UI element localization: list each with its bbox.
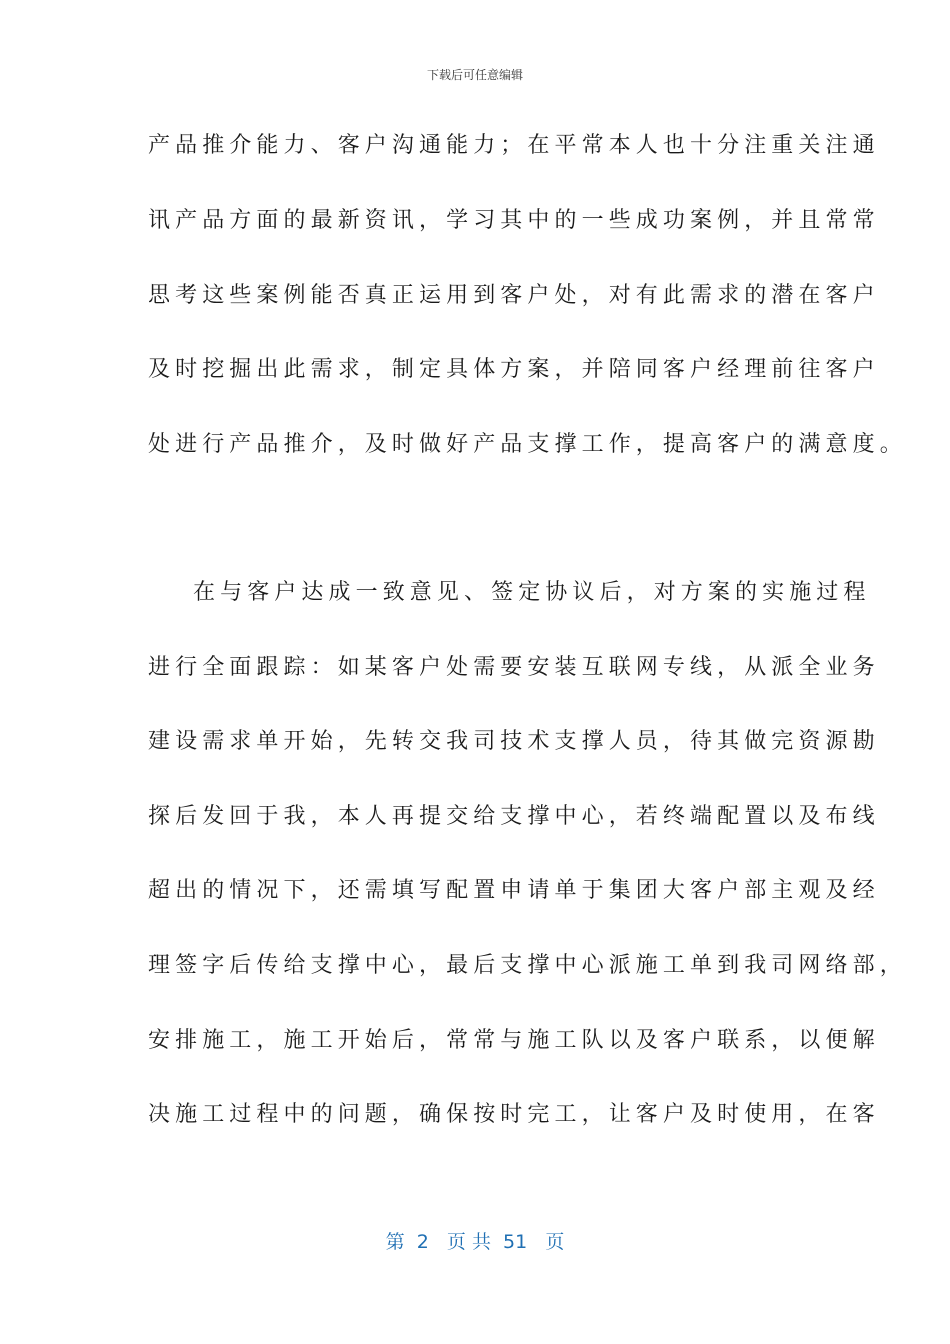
text-line: 产品推介能力、客户沟通能力；在平常本人也十分注重关注通 xyxy=(148,133,880,158)
text-line: 安排施工，施工开始后，常常与施工队以及客户联系，以便解 xyxy=(148,1028,880,1053)
text-line: 及时挖掘出此需求，制定具体方案，并陪同客户经理前往客户 xyxy=(148,357,880,382)
text-line: 在与客户达成一致意见、签定协议后，对方案的实施过程 xyxy=(193,580,871,605)
text-line: 理签字后传给支撑中心，最后支撑中心派施工单到我司网络部， xyxy=(148,953,907,978)
page-header: 下载后可任意编辑 xyxy=(426,68,523,82)
text-line: 超出的情况下，还需填写配置申请单于集团大客户部主观及经 xyxy=(148,878,880,903)
text-line: 思考这些案例能否真正运用到客户处，对有此需求的潜在客户 xyxy=(148,283,880,308)
text-line: 探后发回于我，本人再提交给支撑中心，若终端配置以及布线 xyxy=(148,804,880,829)
text-line: 建设需求单开始，先转交我司技术支撑人员，待其做完资源勘 xyxy=(148,729,880,754)
text-line: 讯产品方面的最新资讯，学习其中的一些成功案例，并且常常 xyxy=(148,208,880,233)
text-line: 处进行产品推介，及时做好产品支撑工作，提高客户的满意度。 xyxy=(148,432,907,457)
text-line: 进行全面跟踪：如某客户处需要安装互联网专线，从派全业务 xyxy=(148,655,880,680)
page-footer: 第 2 页 共 51 页 xyxy=(385,1231,565,1253)
text-line: 决施工过程中的问题，确保按时完工，让客户及时使用，在客 xyxy=(148,1102,880,1127)
